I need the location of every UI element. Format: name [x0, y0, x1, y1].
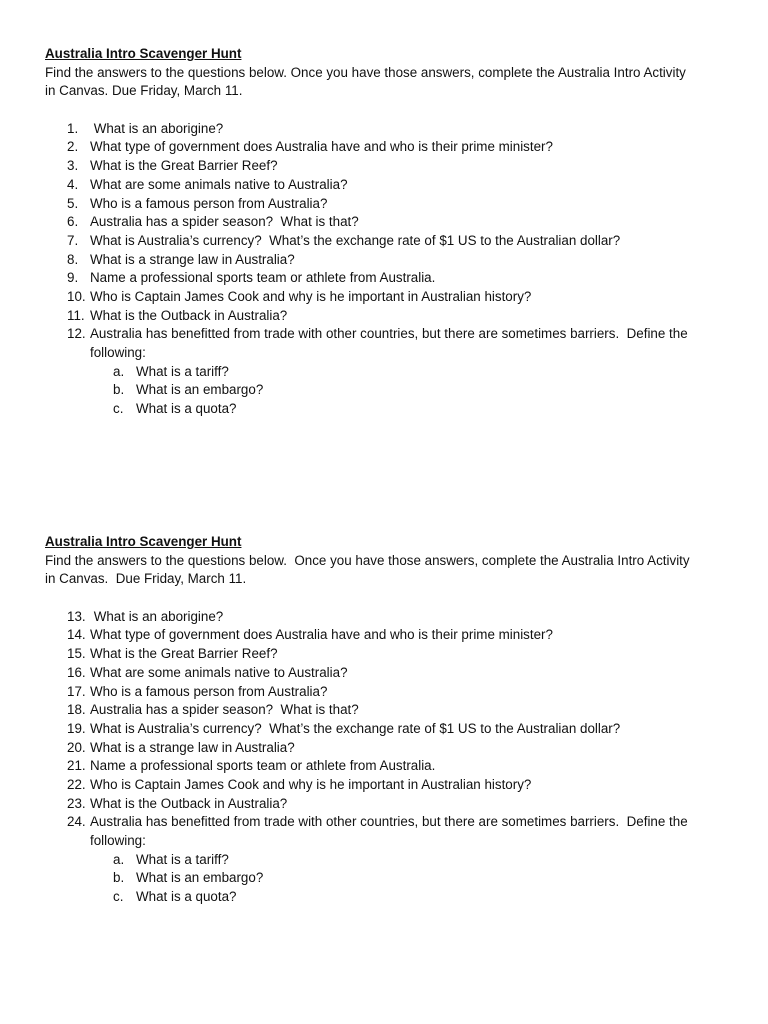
question-item [45, 608, 735, 627]
subquestion-item [45, 888, 735, 907]
question-number: 12. [67, 326, 86, 342]
subquestion-text: What is a quota? [136, 401, 237, 417]
subquestion-item [45, 400, 735, 419]
question-item [45, 626, 735, 645]
question-number: 20. [67, 739, 86, 755]
question-text: What is the Outback in Australia? [90, 795, 288, 811]
question-text: Name a professional sports team or athlete from Australia. [90, 270, 436, 286]
question-item [45, 157, 735, 176]
question-item [45, 251, 735, 270]
question-item [45, 269, 735, 288]
question-item [45, 683, 735, 702]
question-number: 1. [67, 120, 79, 136]
question-text: What is a strange law in Australia? [90, 251, 295, 267]
question-item [45, 288, 735, 307]
question-number: 3. [67, 158, 79, 174]
question-number: 14. [67, 627, 86, 643]
question-item [45, 307, 735, 326]
question-item [45, 213, 735, 232]
question-number: 16. [67, 664, 86, 680]
question-item [45, 138, 735, 157]
subquestion-letter: b. [113, 870, 125, 886]
question-item [45, 757, 735, 776]
question-item [45, 195, 735, 214]
subquestion-text: What is a tariff? [136, 851, 229, 867]
worksheet-section-2 [45, 533, 735, 907]
subquestion-text: What is an embargo? [136, 870, 264, 886]
question-number: 17. [67, 683, 86, 699]
question-item [45, 720, 735, 739]
question-number: 15. [67, 646, 86, 662]
question-continuation: following: [90, 833, 146, 848]
question-number: 7. [67, 232, 79, 248]
subquestion-item [45, 363, 735, 382]
question-text: What is the Outback in Australia? [90, 307, 288, 323]
subquestion-letter: c. [113, 889, 124, 905]
question-text: What is an aborigine? [90, 120, 224, 136]
question-number: 2. [67, 139, 79, 155]
question-text: Australia has benefitted from trade with other countries, but there are sometimes barriers. Define the [90, 326, 688, 342]
question-text: Who is a famous person from Australia? [90, 683, 328, 699]
question-number: 10. [67, 288, 86, 304]
question-number: 11. [67, 307, 85, 323]
worksheet-title: Australia Intro Scavenger Hunt [45, 534, 242, 549]
question-item [45, 232, 735, 251]
question-text: What is a strange law in Australia? [90, 739, 295, 755]
question-item [45, 176, 735, 195]
question-text: What type of government does Australia have and who is their prime minister? [90, 627, 553, 643]
question-item [45, 325, 735, 344]
question-text: Australia has a spider season? What is that? [90, 214, 359, 230]
question-text: Who is Captain James Cook and why is he important in Australian history? [90, 776, 532, 792]
question-number: 4. [67, 176, 79, 192]
question-text: What is Australia’s currency? What’s the exchange rate of $1 US to the Australian dollar? [90, 232, 621, 248]
subquestion-letter: b. [113, 382, 125, 398]
worksheet-title: Australia Intro Scavenger Hunt [45, 46, 242, 61]
question-item [45, 645, 735, 664]
question-item [45, 795, 735, 814]
instructions-line-1: Find the answers to the questions below. Once you have those answers, complete the Australia Intro Activity [45, 552, 690, 568]
subquestion-item [45, 851, 735, 870]
question-number: 23. [67, 795, 86, 811]
subquestion-letter: a. [113, 851, 125, 867]
question-text: What is the Great Barrier Reef? [90, 158, 278, 174]
question-item [45, 120, 735, 139]
question-number: 9. [67, 270, 79, 286]
worksheet-section-1 [45, 45, 735, 419]
subquestion-letter: c. [113, 401, 124, 417]
question-number: 22. [67, 776, 86, 792]
question-item [45, 664, 735, 683]
question-list [45, 608, 735, 907]
question-text: Who is a famous person from Australia? [90, 195, 328, 211]
subquestion-item [45, 869, 735, 888]
question-continuation: following: [90, 345, 146, 360]
subquestion-text: What is an embargo? [136, 382, 264, 398]
question-number: 5. [67, 195, 79, 211]
instructions-line-2: in Canvas. Due Friday, March 11. [45, 571, 247, 587]
question-number: 21. [67, 758, 86, 774]
question-number: 6. [67, 214, 79, 230]
subquestion-text: What is a quota? [136, 889, 237, 905]
question-number: 19. [67, 720, 86, 736]
question-number: 8. [67, 251, 79, 267]
question-text: What is the Great Barrier Reef? [90, 646, 278, 662]
question-list [45, 120, 735, 419]
question-text: What are some animals native to Australia? [90, 664, 348, 680]
instructions-line-2: in Canvas. Due Friday, March 11. [45, 83, 243, 99]
question-number: 24. [67, 814, 86, 830]
question-text: What is an aborigine? [90, 608, 224, 624]
question-text: What are some animals native to Australia? [90, 176, 348, 192]
question-item [45, 701, 735, 720]
subquestion-text: What is a tariff? [136, 363, 229, 379]
question-text: What type of government does Australia have and who is their prime minister? [90, 139, 553, 155]
question-item [45, 813, 735, 832]
subquestion-item [45, 381, 735, 400]
spacer [45, 589, 735, 608]
spacer [45, 101, 735, 120]
question-text: Who is Captain James Cook and why is he important in Australian history? [90, 288, 532, 304]
subquestion-letter: a. [113, 363, 125, 379]
question-text: What is Australia’s currency? What’s the exchange rate of $1 US to the Australian dollar? [90, 720, 621, 736]
question-number: 13. [67, 608, 86, 624]
question-item [45, 776, 735, 795]
question-item [45, 739, 735, 758]
question-number: 18. [67, 702, 86, 718]
question-text: Australia has a spider season? What is that? [90, 702, 359, 718]
instructions-line-1: Find the answers to the questions below. Once you have those answers, complete the Australia Intro Activity [45, 64, 686, 80]
question-text: Australia has benefitted from trade with other countries, but there are sometimes barriers. Define the [90, 814, 688, 830]
question-text: Name a professional sports team or athlete from Australia. [90, 758, 436, 774]
